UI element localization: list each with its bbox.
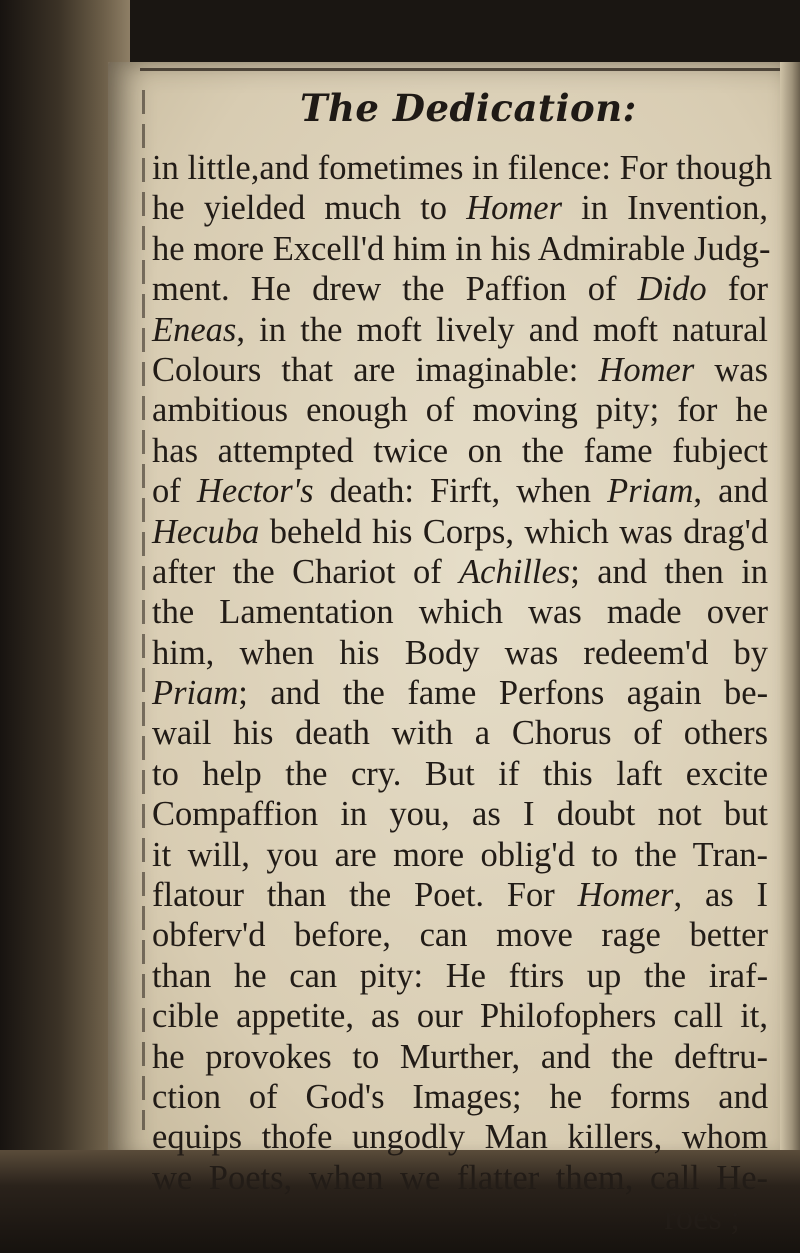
header-rule [140, 68, 780, 71]
text-line: Eneas, in the moft lively and moft natural [152, 310, 769, 349]
text-line: has attempted twice on the fame fubject [152, 431, 768, 470]
text-line: after the Chariot of Achilles; and then in [152, 552, 769, 591]
catchword: roes ; [664, 1199, 740, 1238]
text-line: him, when his Body was redeem'd by [152, 633, 769, 672]
text-line: he yielded much to Homer in Invention, [152, 189, 768, 228]
text-line: Hecuba beheld his Corps, which was drag'd [152, 512, 769, 551]
text-line: of Hector's death: Firft, when Priam, and [152, 472, 768, 511]
text-line: ambitious enough of moving pity; for he [152, 391, 769, 430]
text-line: the Lamentation which was made over [152, 593, 768, 632]
text-line: Priam; and the fame Perfons again be- [152, 674, 769, 713]
running-head: The Dedication: [300, 86, 637, 130]
text-line: it will, you are more oblig'd to the Tran- [152, 835, 769, 874]
text-line: ment. He drew the Paffion of Dido for [152, 270, 768, 309]
text-line: Colours that are imaginable: Homer was [152, 350, 769, 389]
text-line: obferv'd before, can move rage better [152, 916, 768, 955]
text-line: wail his death with a Chorus of others [152, 714, 769, 753]
page-edge [780, 62, 800, 1172]
body-text [152, 148, 772, 1239]
text-line: we Poets, when we flatter them, call He- [152, 1158, 769, 1197]
text-line: he provokes to Murther, and the deftru- [152, 1037, 768, 1076]
text-line: equips thofe ungodly Man killers, whom [152, 1118, 768, 1157]
text-line: he more Excell'd him in his Admirable Judg- [152, 229, 771, 268]
text-line: Compaffion in you, as I doubt not but [152, 795, 768, 834]
text-line: to help the cry. But if this laft excite [152, 754, 769, 793]
text-line: in little,and fometimes in filence: For though [152, 149, 772, 187]
margin-line [142, 90, 145, 1130]
text-line: than he can pity: He ftirs up the iraf- [152, 956, 769, 995]
text-line: cible appetite, as our Philofophers call it, [152, 997, 769, 1036]
text-line: flatour than the Poet. For Homer, as I [152, 876, 769, 915]
text-line: ction of God's Images; he forms and [152, 1077, 769, 1116]
